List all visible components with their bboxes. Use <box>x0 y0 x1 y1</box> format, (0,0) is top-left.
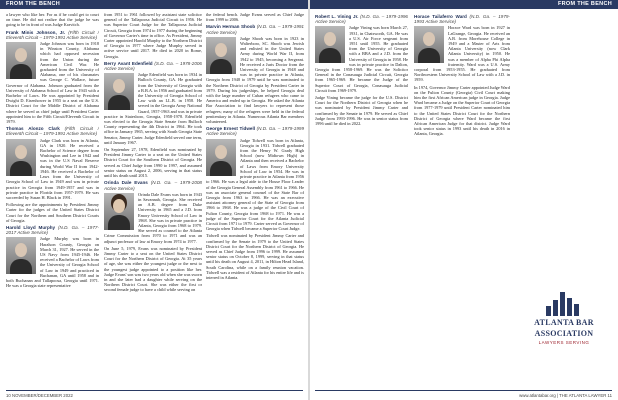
judge-name: Horace Tailaferro Ward <box>414 14 467 19</box>
column-5 <box>414 12 510 387</box>
judge-heading <box>6 225 99 235</box>
judge-portrait-photo <box>206 37 236 74</box>
judge-bio: Judge Clark was born in Atlanta, GA in 1920. He received a Bachelor of Science degree from Washington and Lee in 1942 and was in the U.S Naval Reserve during World War II from 1942-1946. He received a Bachelor of Laws from the University of Georgia School of Law in 1949 and was in private practice in Georgia from 1949-1957 and was in private practice in Florida from 1957-1979. He was succeeded by Susan H. Black in 1991. <box>6 137 99 200</box>
atlanta-bar-logo <box>516 292 612 362</box>
judge-name: Frank Minis Johnson, Jr. <box>6 29 66 35</box>
body-paragraph: On September 27, 1978, Edenfield was nominated by President Jimmy Carter to a seat on the United States District Court for the Southern District of Georgia. He served as Chief Judge from 1990 to 1997, and assumed senior status on August 2, 2006, serving in that status until his death until 2015. <box>104 147 202 179</box>
judge-meta: (N.D. Ga. – 1979-1999 Active Service) <box>206 126 304 137</box>
column-6 <box>516 12 612 287</box>
logo-name-line1: ATLANTA BAR <box>534 318 594 327</box>
logo-tagline: LAWYERS SERVING <box>538 340 590 345</box>
footer-right: www.atlantabar.org | THE ATLANTA LAWYER 11 <box>315 390 612 400</box>
body-paragraph: from 1951 to 1961 followed by assistant state solicitor general of the Tallapoosa Judicial Circuit in 1956. He was Superior Court Judge for the Tallapoosa Judicial Circuit, Georgia from 1974 to 1977 during the beginning of Governor Carter's time in office. As President, Jimmy Carter appointed Harold Murphy to the Northern District of Georgia in 1977 where Judge Murphy served in active service until 2017. He died in 2020 in Rome, Georgia. <box>104 12 202 59</box>
body-paragraph: Tidwell was nominated by President Jimmy Carter and confirmed by the Senate in 1979 to the United States District Court for the Northern District of Georgia. He served as Chief Judge from 1996 to 1999. He assumed senior status on October 8, 1999, serving in that status until his death on August 4, 2011, in Hilton Head Island, South Carolina, while on a family reunion vacation. Tidwell was a resident of Atlanta for his entire life and is interred in Atlanta. <box>206 233 304 280</box>
judge-meta: (N.D. Ga. – 1979-1991 Active Service) <box>206 24 304 35</box>
judge-meta: (S.D. Ga. – 1978-2006 Active Service) <box>104 60 202 72</box>
judge-heading <box>315 14 408 24</box>
judge-name: Robert L. Vining Jr. <box>315 14 359 19</box>
judge-name: Orinda Dale Evans <box>104 180 148 186</box>
judge-heading <box>6 126 99 136</box>
intro-paragraph: a lawyer who like her. For as if he could get to court on time. He did not realize that the judge he was going to be in front of was Judge Kravitch. <box>6 12 99 28</box>
section-header-left: FROM THE BENCH <box>0 0 309 9</box>
judge-bio: Horace Ward was born in 1927 in LaGrange, Georgia. He received an A.B. from Morehouse College in 1949 and a Master of Arts from Atlanta University (now Clark Atlanta University) in 1950. He was a member of Alpha Phi Alpha fraternity. Ward was a U.S. Army corporal from 1953-1955. He graduated from Northwestern University School of Law with a J.D. in 1959. <box>414 25 510 83</box>
judge-portrait-photo <box>6 139 36 176</box>
body-paragraph: the federal bench. Judge Evans served as Chief Judge from 1999 to 2006. <box>206 12 304 23</box>
body-paragraph: In 1974, Governor Jimmy Carter appointed Judge Ward on the Fulton County (Georgia) Civil Court making him the first African American judge in Georgia. Judge Ward became a Judge on the Superior Court of Georgia from 1977-1979 until President Carter nominated him to the United States District Court for the Northern District of Georgia where Ward became the first African American Judge for that district. Judge Ward took senior status in 1993 until his death in 2016 in Atlanta, Georgia. <box>414 84 510 137</box>
column-1 <box>6 12 99 387</box>
column-2 <box>104 12 202 387</box>
judge-meta: (N.D. Ga. – 1979-2008 Active Service) <box>104 180 202 191</box>
judge-bio: Judge Johnson was born in 1918 in Winston County, Alabama which had opposed secession from the Union during the American Civil War. He graduated from the University of Alabama, one of his classmates was George C. Wallace, future Governor of Alabama. Johnson graduated from the University of Alabama School of Law in 1943 with a Bachelor of Laws. He was appointed by President Dwight D. Eisenhower in 1955 to a seat on the U.S. District Court for the Middle District of Alabama where he served as chief judge until President Carter appointed him to the Fifth Circuit/Eleventh Circuit in 1979. <box>6 41 99 125</box>
judge-name: Berry Avant Edenfield <box>104 60 153 66</box>
judge-bio: Judge Murphy was born in Haralson County, Georgia on March 31, 1927. He served in the US Navy from 1945-1946. He received a Bachelor of Laws from the University of Georgia School of Law in 1949 and practiced in Buchanan, GA until 1958 and in both Buchanan and Tallapoosa, Georgia until 1971. He was a Georgia state representative <box>6 236 99 289</box>
judge-meta: (N.D. Ga. – 1979-1996 Active Service) <box>315 14 408 25</box>
judge-name: Thomas Alonzo Clark <box>6 126 60 132</box>
body-paragraph: Judge Vining became the judge for the U.S. District Court for the Northern District of Georgia when he was nominated by President Jimmy Carter and confirmed by the Senate in 1979. He served as Chief Judge from 1993-1996. He was in senior status from 1996 until he died in 2022. <box>315 95 408 127</box>
judge-name: Marvin Herman Shoob <box>206 24 256 30</box>
judge-portrait-photo <box>104 73 134 110</box>
column-3 <box>206 12 304 387</box>
judge-portrait-photo <box>6 237 36 274</box>
judge-meta: (N.D. Ga. – 1979-1993 Active Service) <box>414 14 510 25</box>
judge-portrait-photo <box>315 26 345 63</box>
judge-name: Harold Lloyd Murphy <box>6 224 56 230</box>
judge-portrait-photo <box>6 42 36 79</box>
body-paragraph: Following are the appointments by President Jimmy Carter for the judges of the United States District Court for the Northern and Southern District Courts of Georgia. <box>6 202 99 223</box>
page-gutter <box>308 0 310 400</box>
judge-heading <box>206 126 304 136</box>
judge-heading <box>206 24 304 34</box>
judge-bio: Judge Tidwell was born in Atlanta, Georgia in 1931. Tidwell graduated from the Henry W. Grady High School (now Midtown High) in Atlanta and then received a Bachelor of Laws from Emory University School of Law in 1954. He was in private practice in Atlanta from 1956 to 1966. He was a legal aide to the House Floor Leader of the Georgia General Assembly from 1961 to 1966. He was an associate general counsel of the State Bar of Georgia from 1963 to 1966. He was an executive assistant attorney general of the State of Georgia from 1966 to 1968. He was a judge of the Civil Court of Fulton County, Georgia from 1968 to 1971. He was a judge of the Superior Court for the Atlanta Judicial Circuit from 1971 to 1979. Carter served as Governor of Georgia when Tidwell became a Superior Court Judge. <box>206 137 304 232</box>
judge-heading <box>104 61 202 71</box>
body-paragraph: On June 5, 1979, Evans was nominated by President Jimmy Carter to a seat on the United States District Court for the Northern District of Georgia. At 35 years of age, she was either the youngest judge or the next to the youngest judge appointed to a position like her. Judge Evans' son was two years old when she was sworn in and she later had a daughter while serving on the Northern District Court. She was either the first or second female judge to have a child while serving on <box>104 245 202 293</box>
logo-name-line2: ASSOCIATION <box>534 329 594 338</box>
judge-heading <box>414 14 510 24</box>
judge-portrait-photo <box>104 193 134 230</box>
skyline-icon <box>544 292 584 316</box>
judge-portrait-photo <box>206 139 236 176</box>
judge-meta: (Fifth Circuit / Eleventh Circuit – 1979-1991 Active Service) <box>6 29 99 40</box>
judge-meta: (N.D. Ga. – 1977-2017 Active Service) <box>6 224 99 236</box>
section-header-right: FROM THE BENCH <box>309 0 618 9</box>
judge-bio: Judge Shoob was born in 1923 in Walterboro, SC. Shoob was Jewish and enlisted in the United States Army during World War II, from 1942 to 1945, becoming a Sergeant. He received a Juris Doctor from the University of Georgia in 1948 and was in private practice in Atlanta, Georgia from 1948 to 1979 until he was nominated to the Northern District of Georgia by President Carter in 1979. During his judgeships, he helped Georgia deal with the large number of Cuban refugees who came to America and ended up in Georgia. He asked the Atlanta Bar Association to find lawyers to represent those refugees; many of the refugees were held in the federal penitentiary in Atlanta. Numerous Atlanta Bar members volunteered. <box>206 35 304 125</box>
judge-heading <box>6 30 99 40</box>
judge-bio: Judge Edenfield was born in 1934 in Bulloch County, GA. He graduated from the University of Georgia with a B.B.A. in 1956 and graduated from the University of Georgia School of Law with an LL.B. in 1958. He served in the Georgia Army National Guard, 1957-1963 and was in private practice in Statesboro, Georgia, 1958-1978. Edenfield was elected to the Georgia State Senate from Bulloch County representing the 4th District in 1964. He took office in January 1965, serving with South Georgia State Senator, Jimmy Carter. Judge Edenfield served one term, until January 1967. <box>104 72 202 145</box>
judge-bio: Judge Vining was born March 27, 1931, in Chatsworth, GA. He was a U.S. Air Force sergeant from 1951 until 1955. He graduated from the University of Georgia with a BBA and a J.D. from the University of Georgia in 1958. He was in private practice in Dalton, Georgia from 1958-1969. He was the Solicitor General in the Conasauga Judicial Circuit, Georgia from 1965-1969. He became the Judge of the Superior Court of Georgia, Conasauga Judicial Circuit from 1969-1979. <box>315 25 408 93</box>
judge-heading <box>104 180 202 190</box>
judge-meta: (Fifth Circuit / Eleventh Circuit – 1979-1991 Active Service) <box>6 126 99 137</box>
judge-name: George Ernest Tidwell <box>206 126 256 132</box>
column-4 <box>315 12 408 387</box>
judge-bio: Orinda Dale Evans was born in 1943 in Savannah, Georgia. She received an A.B. degree from Duke University in 1965 and a J.D. from Emory University School of Law in 1968. She was in private practice in Atlanta, Georgia from 1968 to 1979. She served as counsel to the Atlanta Crime Commission from 1970 to 1971 and was an adjunct professor of law at Emory from 1974 to 1977. <box>104 191 202 244</box>
judge-portrait-photo <box>414 26 444 63</box>
footer-left: 10 NOVEMBER/DECEMBER 2022 <box>6 390 303 400</box>
